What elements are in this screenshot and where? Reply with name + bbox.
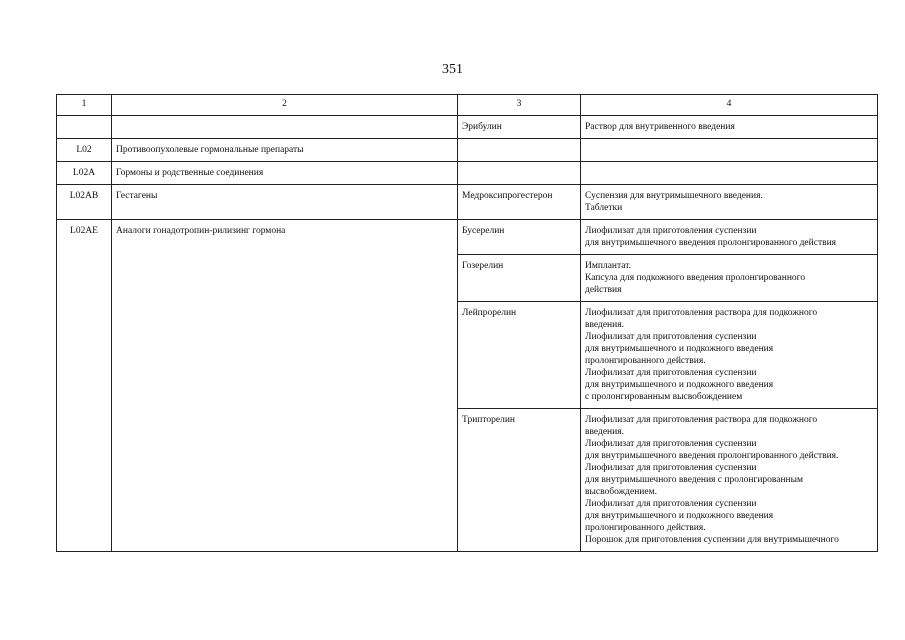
dosage-form-cell: Лиофилизат для приготовления раствора для подкожного введения. Лиофилизат для приготовления суспензии для внутримышечного введения пролонгированного действия. Лиофилизат для приготовления суспензии для внутримышечного введения с пролонгированным высвобождением. Лиофилизат для приготовления суспензии для внутримышечного и подкожного введения пролонгированного действия. Порошок для приготовления суспензии для внутримышечного xyxy=(581,409,878,552)
table-row xyxy=(57,162,878,185)
atc-code-cell: L02AB xyxy=(57,185,112,220)
drug-cell: Трипторелин xyxy=(458,409,581,552)
table-row xyxy=(57,220,878,255)
table-header-row xyxy=(57,95,878,116)
dosage-form-cell xyxy=(581,162,878,185)
group-cell: Гестагены xyxy=(112,185,458,220)
drug-table xyxy=(56,94,878,552)
drug-cell: Медроксипрогестерон xyxy=(458,185,581,220)
atc-code-cell xyxy=(57,116,112,139)
dosage-form-cell: Суспензия для внутримышечного введения. Таблетки xyxy=(581,185,878,220)
column-header-2: 2 xyxy=(112,95,458,116)
dosage-form-cell xyxy=(581,139,878,162)
drug-cell: Лейпрорелин xyxy=(458,302,581,409)
group-cell: Гормоны и родственные соединения xyxy=(112,162,458,185)
atc-code-cell: L02 xyxy=(57,139,112,162)
page-number: 351 xyxy=(442,62,463,77)
drug-cell xyxy=(458,162,581,185)
dosage-form-cell: Лиофилизат для приготовления раствора для подкожного введения. Лиофилизат для приготовления суспензии для внутримышечного и подкожного введения пролонгированного действия. Лиофилизат для приготовления суспензии для внутримышечного и подкожного введения с пролонгированным высвобождением xyxy=(581,302,878,409)
drug-cell: Бусерелин xyxy=(458,220,581,255)
drug-cell: Эрибулин xyxy=(458,116,581,139)
group-cell: Противоопухолевые гормональные препараты xyxy=(112,139,458,162)
table-row xyxy=(57,185,878,220)
group-cell xyxy=(112,116,458,139)
drug-cell xyxy=(458,139,581,162)
table-row xyxy=(57,116,878,139)
table-row xyxy=(57,139,878,162)
column-header-3: 3 xyxy=(458,95,581,116)
column-header-4: 4 xyxy=(581,95,878,116)
atc-code-cell: L02A xyxy=(57,162,112,185)
atc-code-cell: L02AE xyxy=(57,220,112,552)
dosage-form-cell: Имплантат. Капсула для подкожного введения пролонгированного действия xyxy=(581,255,878,302)
column-header-1: 1 xyxy=(57,95,112,116)
dosage-form-cell: Раствор для внутривенного введения xyxy=(581,116,878,139)
drug-cell: Гозерелин xyxy=(458,255,581,302)
dosage-form-cell: Лиофилизат для приготовления суспензии для внутримышечного введения пролонгированного действия xyxy=(581,220,878,255)
group-cell: Аналоги гонадотропин-рилизинг гормона xyxy=(112,220,458,552)
